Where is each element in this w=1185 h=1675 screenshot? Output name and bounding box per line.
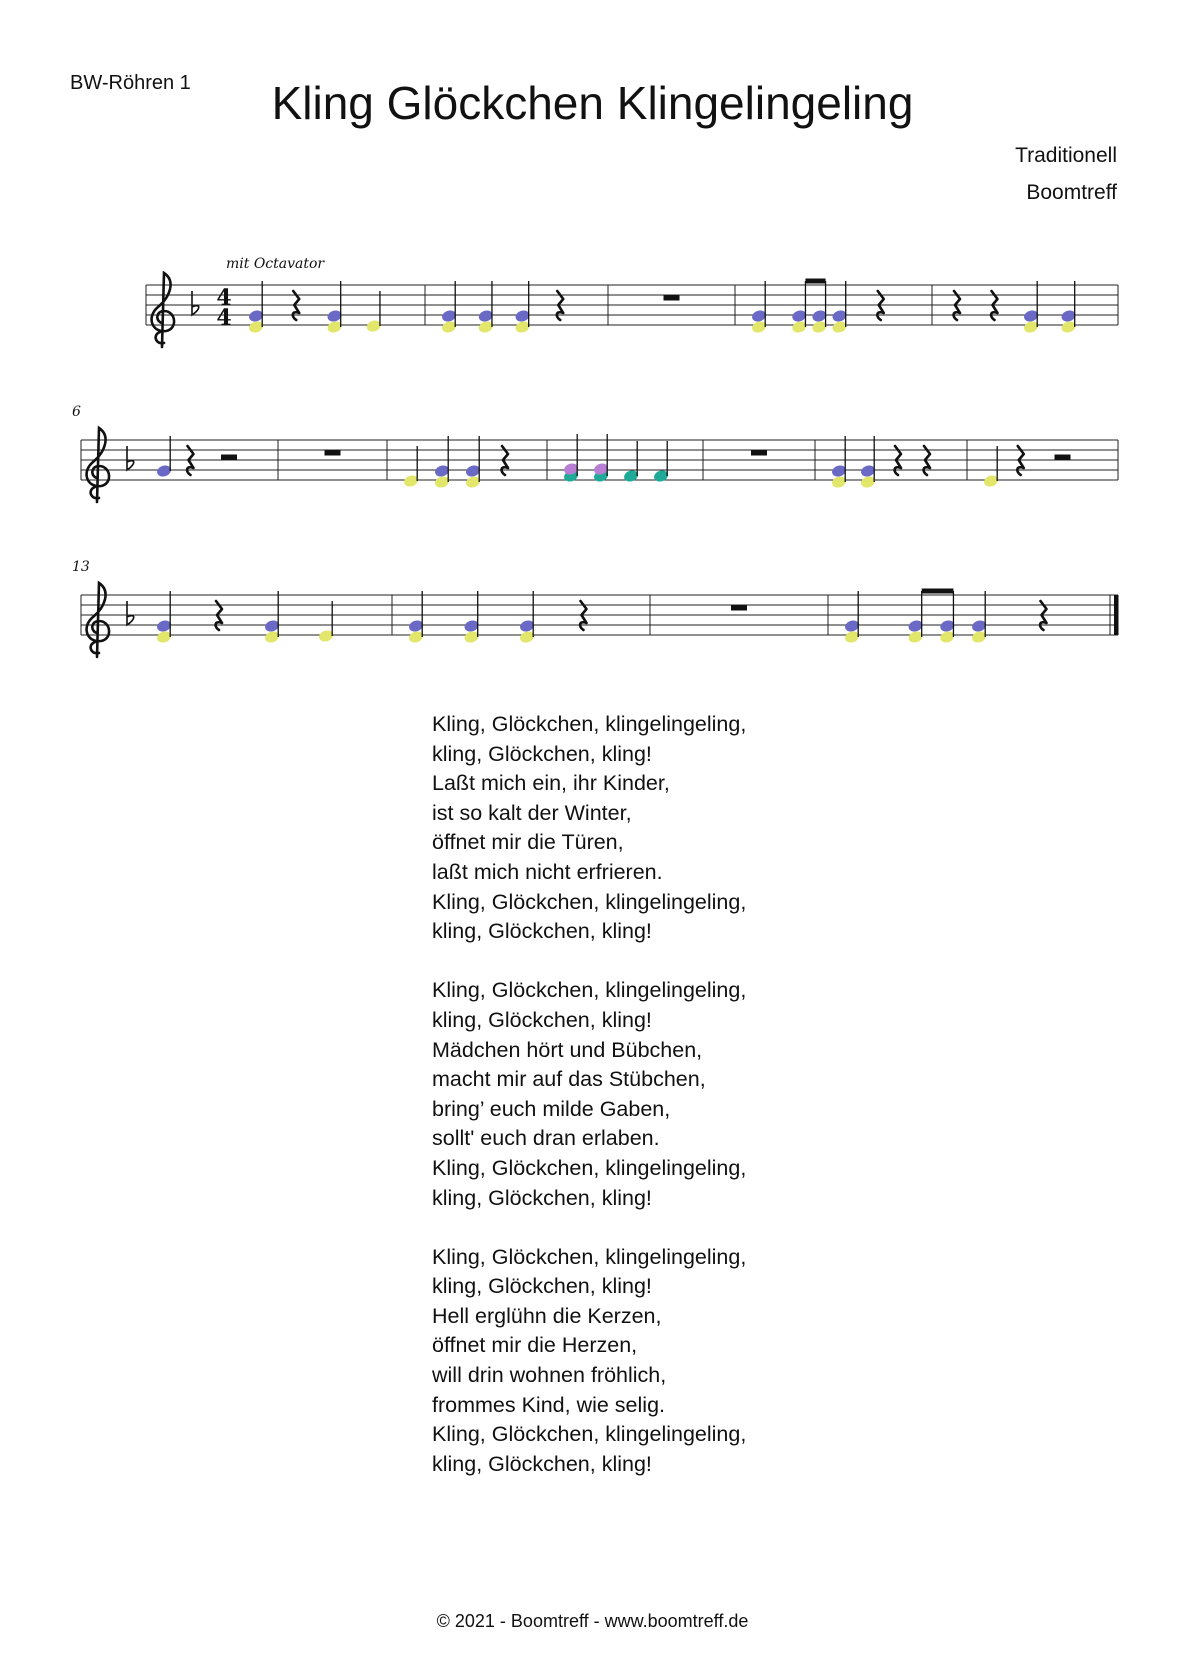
arranger-credit: Boomtreff [1026, 181, 1117, 204]
measure-number: 13 [72, 559, 90, 575]
lyrics-line: Kling, Glöckchen, klingelingeling, [432, 1422, 747, 1447]
final-barline-thick [1114, 595, 1119, 635]
composer-credit: Traditionell [1015, 144, 1117, 167]
lyrics-line: Kling, Glöckchen, klingelingeling, [432, 1244, 747, 1269]
lyrics-verse [432, 710, 746, 947]
lyrics-line: kling, Glöckchen, kling! [432, 1274, 652, 1299]
half-rest [1055, 455, 1071, 461]
lyrics-line: Kling, Glöckchen, klingelingeling, [432, 978, 747, 1003]
instrument-label: BW-Röhren 1 [70, 72, 191, 94]
lyrics-line: Hell erglühn die Kerzen, [432, 1303, 662, 1328]
treble-clef [87, 583, 109, 657]
time-signature-top: 4 [216, 285, 232, 311]
lyrics-line: kling, Glöckchen, kling! [432, 1185, 652, 1210]
lyrics-line: frommes Kind, wie selig. [432, 1392, 665, 1417]
lyrics-line: bring’ euch milde Gaben, [432, 1096, 671, 1121]
sheet-music [0, 240, 1185, 660]
whole-rest [325, 450, 341, 456]
lyrics-line: laßt mich nicht erfrieren. [432, 859, 663, 884]
whole-rest [731, 605, 747, 611]
treble-clef [152, 273, 174, 347]
lyrics-line: Kling, Glöckchen, klingelingeling, [432, 1155, 747, 1180]
lyrics-line: Laßt mich ein, ihr Kinder, [432, 771, 670, 796]
lyrics-line: sollt' euch dran erlaben. [432, 1126, 660, 1151]
measure-number: 6 [72, 404, 81, 420]
lyrics-line: will drin wohnen fröhlich, [432, 1363, 667, 1388]
treble-clef [87, 428, 109, 502]
lyrics-verse [432, 976, 746, 1213]
whole-rest [664, 295, 680, 301]
lyrics-line: Kling, Glöckchen, klingelingeling, [432, 712, 747, 736]
lyrics-line: macht mir auf das Stübchen, [432, 1067, 706, 1092]
lyrics-line: Kling, Glöckchen, klingelingeling, [432, 889, 747, 914]
lyrics-line: Mädchen hört und Bübchen, [432, 1037, 703, 1062]
lyrics-line: kling, Glöckchen, kling! [432, 1451, 652, 1476]
lyrics [432, 710, 746, 1509]
lyrics-line: kling, Glöckchen, kling! [432, 1007, 652, 1032]
whole-rest [751, 450, 767, 456]
lyrics-line: kling, Glöckchen, kling! [432, 741, 652, 766]
lyrics-line: öffnet mir die Türen, [432, 830, 624, 855]
lyrics-line: kling, Glöckchen, kling! [432, 919, 652, 944]
footer-copyright: © 2021 - Boomtreff - www.boomtreff.de [436, 1611, 749, 1631]
half-rest [221, 455, 237, 461]
lyrics-line: ist so kalt der Winter, [432, 800, 632, 825]
time-signature-bottom: 4 [216, 305, 232, 331]
direction-text: mit Octavator [226, 256, 325, 272]
song-title: Kling Glöckchen Klingelingeling [271, 77, 914, 129]
lyrics-verse [432, 1243, 746, 1480]
lyrics-line: öffnet mir die Herzen, [432, 1333, 638, 1358]
